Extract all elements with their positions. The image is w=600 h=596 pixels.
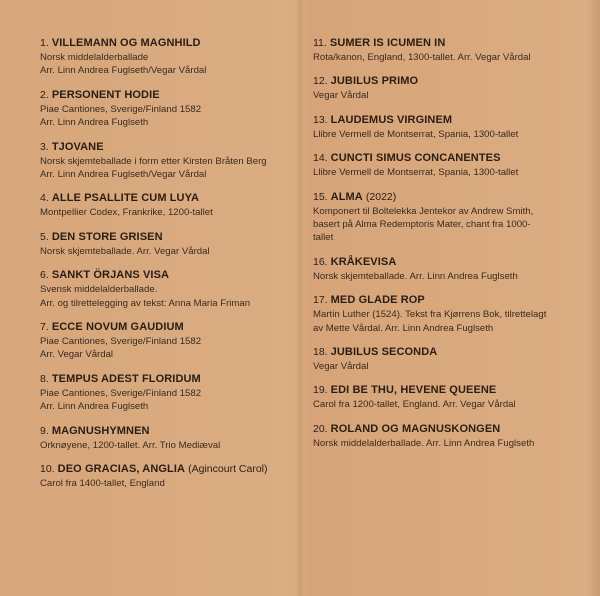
track-number: 18. xyxy=(313,346,328,359)
track-name: CUNCTI SIMUS CONCANENTES xyxy=(330,152,501,165)
track-description-line: Carol fra 1200-tallet, England. Arr. Vegar Vårdal xyxy=(313,399,516,411)
track-title-line xyxy=(40,36,290,51)
track-title-line xyxy=(313,255,575,270)
track-number: 8. xyxy=(40,372,49,385)
track-description-line: Vegar Vårdal xyxy=(313,361,369,373)
track-entry xyxy=(40,372,290,414)
track-description-line: av Mette Vårdal. Arr. Linn Andrea Fuglseth xyxy=(313,322,494,334)
track-description-line: Norsk skjemteballade. Arr. Vegar Vårdal xyxy=(40,245,210,257)
track-description-line: basert på Alma Redemptoris Mater, chant fra 1000- xyxy=(313,219,531,231)
track-name: MAGNUSHYMNEN xyxy=(51,424,150,437)
track-entry xyxy=(40,320,290,362)
track-description-line: Piae Cantiones, Sverige/Finland 1582 xyxy=(40,336,202,348)
track-title-line xyxy=(313,293,575,308)
track-entry xyxy=(313,74,575,102)
track-description-line: Montpellier Codex, Frankrike, 1200-tallet xyxy=(40,207,213,219)
track-description-line: Llibre Vermell de Montserrat, Spania, 1300-tallet xyxy=(313,167,519,179)
track-name: KRÅKEVISA xyxy=(330,255,397,268)
track-entry xyxy=(313,293,575,335)
track-title-line xyxy=(313,74,575,89)
track-name: EDI BE THU, HEVENE QUEENE xyxy=(330,384,497,397)
track-name: ALLE PSALLITE CUM LUYA xyxy=(51,192,200,205)
track-entry xyxy=(313,190,575,245)
track-entry xyxy=(313,151,575,179)
track-number: 5. xyxy=(40,230,49,243)
track-description-line: Norsk middelalderballade. Arr. Linn Andrea Fuglseth xyxy=(313,437,535,449)
tracklist-right-column xyxy=(313,36,575,450)
track-entry xyxy=(40,140,290,182)
track-name: DEO GRACIAS, ANGLIA xyxy=(57,463,186,476)
track-name-extra: (Agincourt Carol) xyxy=(188,463,268,476)
track-number: 7. xyxy=(40,321,49,334)
track-name: PERSONENT HODIE xyxy=(51,88,160,101)
track-entry xyxy=(40,88,290,130)
track-description-line: Carol fra 1400-tallet, England xyxy=(40,478,165,490)
track-description-line: Norsk middelalderballade xyxy=(40,52,149,63)
track-name: ALMA xyxy=(330,190,363,203)
track-name: SUMER IS ICUMEN IN xyxy=(329,37,446,49)
track-entry xyxy=(40,191,290,219)
track-description-line: Norsk skjemteballade i form etter Kirsten Bråten Berg xyxy=(40,155,267,167)
track-entry xyxy=(40,268,290,310)
track-title-line xyxy=(313,151,575,166)
track-description-line: Komponert til Boltelekka Jentekor av Andrew Smith, xyxy=(313,205,534,217)
track-description-line: Arr. Linn Andrea Fuglseth xyxy=(40,401,149,413)
track-description-line: tallet xyxy=(313,232,334,244)
track-number: 13. xyxy=(313,113,328,126)
track-number: 1. xyxy=(40,37,49,49)
track-number: 9. xyxy=(40,424,49,437)
track-name: VILLEMANN OG MAGNHILD xyxy=(51,37,201,49)
track-title-line xyxy=(40,320,290,335)
track-description-line: Svensk middelalderballade. xyxy=(40,284,158,296)
track-number: 3. xyxy=(40,140,49,153)
track-entry xyxy=(40,462,290,490)
track-number: 6. xyxy=(40,269,49,282)
track-title-line xyxy=(40,268,290,283)
track-entry xyxy=(40,36,290,78)
track-name: DEN STORE GRISEN xyxy=(51,230,163,243)
track-name: ROLAND OG MAGNUSKONGEN xyxy=(330,422,501,435)
track-title-line xyxy=(40,424,290,439)
track-title-line xyxy=(313,422,575,437)
track-name: TEMPUS ADEST FLORIDUM xyxy=(51,372,201,385)
track-title-line xyxy=(313,345,575,360)
tracklist-left-column xyxy=(40,36,290,491)
track-description-line: Arr. og tilrettelegging av tekst: Anna Maria Friman xyxy=(40,297,251,309)
track-description-line: Arr. Vegar Vårdal xyxy=(40,349,114,361)
track-entry xyxy=(313,36,575,64)
track-name-extra: (2022) xyxy=(365,190,397,203)
track-name: JUBILUS SECONDA xyxy=(330,346,438,359)
track-number: 10. xyxy=(40,463,55,476)
track-title-line xyxy=(313,190,575,205)
track-number: 15. xyxy=(313,190,328,203)
track-entry xyxy=(313,422,575,450)
track-description-line: Norsk skjemteballade. Arr. Linn Andrea Fuglseth xyxy=(313,270,518,282)
track-title-line xyxy=(40,230,290,245)
track-description-line: Piae Cantiones, Sverige/Finland 1582 xyxy=(40,387,202,399)
track-number: 4. xyxy=(40,192,49,205)
page-edge-shadow xyxy=(586,0,600,596)
track-title-line xyxy=(40,191,290,206)
track-entry xyxy=(40,230,290,258)
track-description-line: Piae Cantiones, Sverige/Finland 1582 xyxy=(40,103,202,115)
track-name: TJOVANE xyxy=(51,140,104,153)
track-number: 17. xyxy=(313,294,328,307)
track-number: 2. xyxy=(40,88,49,101)
track-number: 19. xyxy=(313,384,328,397)
track-number: 12. xyxy=(313,75,328,88)
page-fold xyxy=(296,0,304,596)
track-name: ECCE NOVUM GAUDIUM xyxy=(51,321,184,334)
track-description-line: Rota/kanon, England, 1300-tallet. Arr. Vegar Vårdal xyxy=(313,52,531,63)
track-description-line: Orknøyene, 1200-tallet. Arr. Trio Mediæval xyxy=(40,439,221,451)
track-name: SANKT ÖRJANS VISA xyxy=(51,269,170,282)
track-name: JUBILUS PRIMO xyxy=(330,75,419,88)
track-number: 20. xyxy=(313,422,328,435)
track-entry xyxy=(313,383,575,411)
track-title-line xyxy=(40,140,290,155)
track-entry xyxy=(313,345,575,373)
track-title-line xyxy=(40,372,290,387)
track-description-line: Arr. Linn Andrea Fuglseth/Vegar Vårdal xyxy=(40,169,207,181)
track-description-line: Martin Luther (1524). Tekst fra Kjørrens Bok, tilrettelagt xyxy=(313,309,547,321)
track-number: 14. xyxy=(313,152,328,165)
track-description-line: Arr. Linn Andrea Fuglseth xyxy=(40,117,149,129)
track-title-line xyxy=(313,36,575,51)
track-name: LAUDEMUS VIRGINEM xyxy=(330,113,453,126)
track-title-line xyxy=(40,462,290,477)
track-entry xyxy=(313,113,575,141)
track-number: 16. xyxy=(313,255,328,268)
track-title-line xyxy=(313,113,575,128)
track-number: 11. xyxy=(313,37,327,49)
track-description-line: Llibre Vermell de Montserrat, Spania, 1300-tallet xyxy=(313,128,519,140)
track-title-line xyxy=(313,383,575,398)
track-description-line: Vegar Vårdal xyxy=(313,90,369,102)
track-name: MED GLADE ROP xyxy=(330,294,425,307)
track-title-line xyxy=(40,88,290,103)
track-entry xyxy=(40,424,290,452)
track-entry xyxy=(313,255,575,283)
track-description-line: Arr. Linn Andrea Fuglseth/Vegar Vårdal xyxy=(40,65,207,77)
